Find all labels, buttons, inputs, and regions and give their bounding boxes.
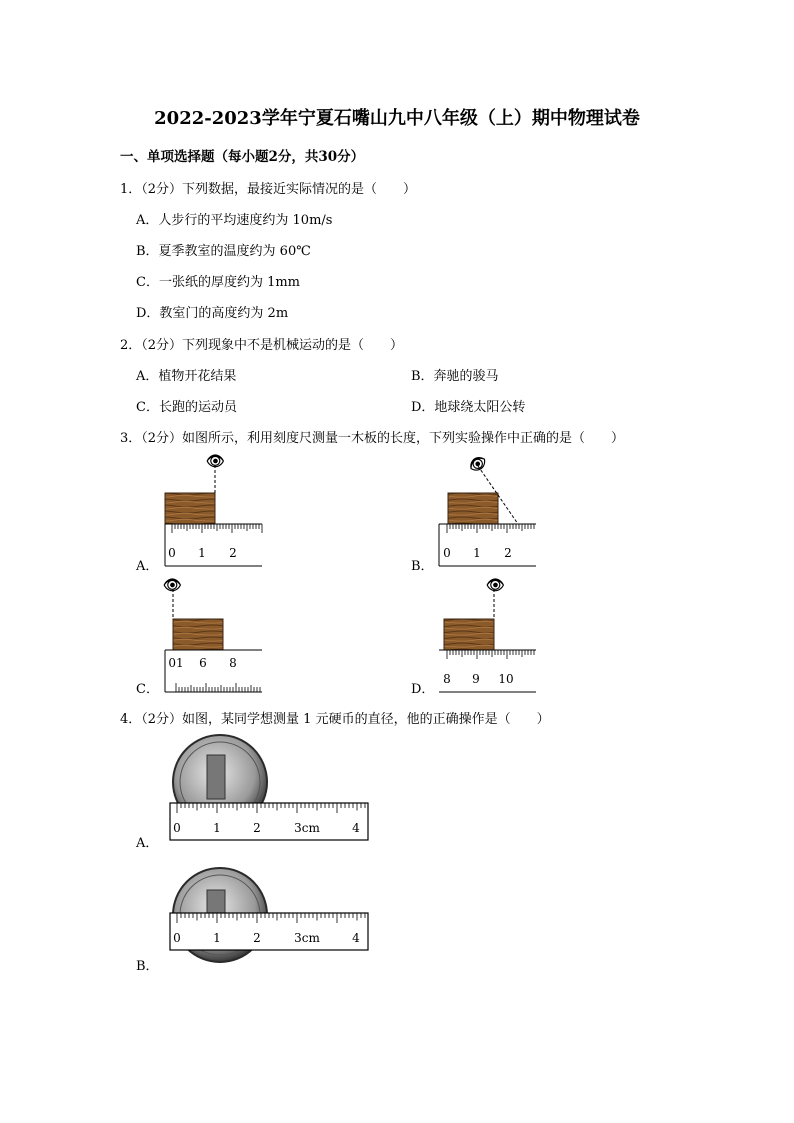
- figure-3c: [163, 576, 262, 692]
- question-2-option-b: B．奔驰的骏马: [411, 369, 499, 384]
- tick-label: 4: [352, 931, 360, 945]
- ruler-ticks: [447, 650, 534, 659]
- figure-3d: [439, 576, 536, 692]
- ruler-ticks: [176, 683, 260, 692]
- question-1-option-b: B．夏季教室的温度约为 60℃: [136, 244, 311, 259]
- question-1-option-d: D．教室门的高度约为 2m: [136, 306, 289, 321]
- tick-label: 0: [173, 931, 181, 945]
- tick-label: 1: [473, 546, 481, 560]
- ruler-ticks: [447, 524, 534, 533]
- figure-3a-label: A．: [136, 559, 159, 574]
- tick-label: 9: [472, 672, 480, 686]
- eye-icon: 👁: [163, 576, 183, 594]
- tick-label: 3cm: [294, 931, 320, 945]
- ruler-ticks: [172, 524, 262, 533]
- tick-label: 3cm: [294, 821, 320, 835]
- tick-label: 1: [213, 821, 221, 835]
- figure-4a: [170, 735, 368, 840]
- question-2-option-d: D．地球绕太阳公转: [411, 400, 526, 415]
- tick-label: 0: [168, 546, 176, 560]
- figure-4b-label: B．: [136, 959, 159, 974]
- wood-board: [173, 619, 223, 650]
- question-1-stem: 1．（2分）下列数据，最接近实际情况的是（ ）: [120, 182, 417, 197]
- tick-label: 4: [352, 821, 360, 835]
- page-title: 2022-2023学年宁夏石嘴山九中八年级（上）期中物理试卷: [154, 108, 640, 129]
- eye-icon: 👁: [464, 451, 491, 477]
- tick-label: 6: [199, 656, 207, 670]
- question-2-option-a: A．植物开花结果: [136, 369, 237, 384]
- tick-label: 2: [253, 821, 261, 835]
- tick-label: 01: [168, 656, 184, 670]
- figure-4a-label: A．: [136, 836, 159, 851]
- tick-label: 0: [173, 821, 181, 835]
- figure-4b: [170, 868, 368, 962]
- figure-3b: [439, 451, 536, 566]
- wood-board: [448, 493, 498, 524]
- figure-3d-label: D．: [411, 682, 435, 697]
- tick-label: 2: [253, 931, 261, 945]
- wood-board: [165, 493, 215, 524]
- question-3-stem: 3．（2分）如图所示，利用刻度尺测量一木板的长度，下列实验操作中正确的是（ ）: [120, 431, 625, 446]
- question-1-option-a: A．人步行的平均速度约为 10m/s: [136, 213, 333, 228]
- ruler: [170, 913, 368, 950]
- ruler: [170, 803, 368, 840]
- tick-label: 1: [213, 931, 221, 945]
- eye-icon: 👁: [206, 452, 226, 470]
- section-heading: 一、单项选择题（每小题2分，共30分）: [120, 149, 365, 165]
- question-2-option-c: C．长跑的运动员: [136, 400, 237, 415]
- figure-3b-label: B．: [411, 559, 434, 574]
- tick-label: 10: [498, 672, 514, 686]
- question-2-stem: 2．（2分）下列现象中不是机械运动的是（ ）: [120, 338, 404, 353]
- tick-label: 2: [229, 546, 237, 560]
- figure-3c-label: C．: [136, 682, 159, 697]
- tick-label: 2: [504, 546, 512, 560]
- tick-label: 0: [443, 546, 451, 560]
- question-4-stem: 4．（2分）如图，某同学想测量 1 元硬币的直径，他的正确操作是（ ）: [120, 712, 550, 727]
- tick-label: 1: [198, 546, 206, 560]
- figure-3a: [165, 452, 262, 566]
- wood-board: [444, 619, 494, 650]
- eye-icon: 👁: [486, 576, 506, 594]
- tick-label: 8: [443, 672, 451, 686]
- question-1-option-c: C．一张纸的厚度约为 1mm: [136, 275, 301, 290]
- tick-label: 8: [229, 656, 237, 670]
